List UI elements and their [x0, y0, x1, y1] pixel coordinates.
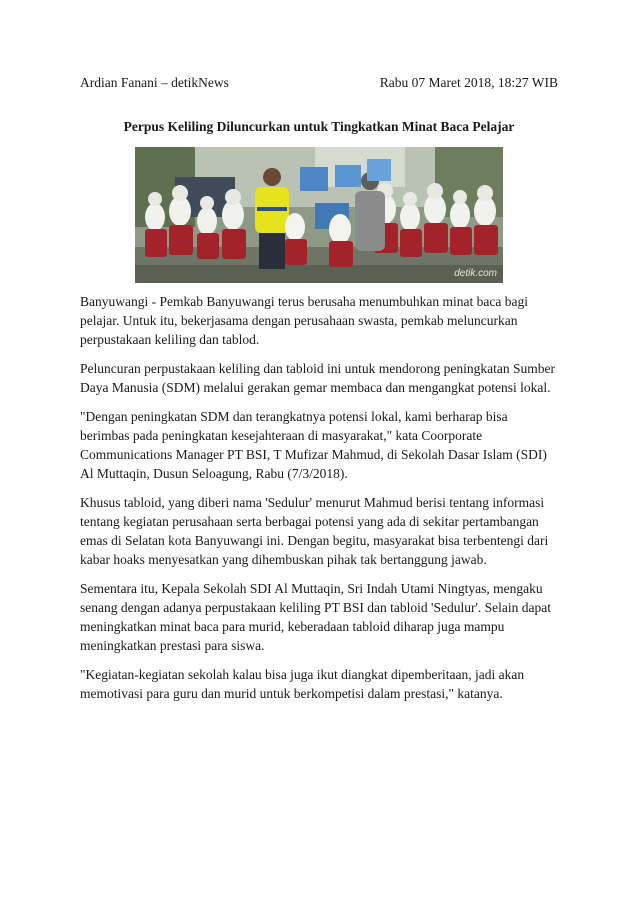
article-paragraph: "Kegiatan-kegiatan sekolah kalau bisa juga ikut diangkat dipemberitaan, jadi akan memotivasi para guru dan murid untuk berkompetisi dalam prestasi," katanya. — [80, 667, 525, 701]
article-paragraph: Khusus tabloid, yang diberi nama 'Sedulur' menurut Mahmud berisi tentang informasi tentang kegiatan perusahaan serta berbagai potensi yang ada di sekitar pertambangan emas di Selatan kota Banyuwangi ini. Dengan begitu, masyarakat bisa terbentengi dari kabar hoaks menyesatkan yang dihembuskan pihak tak bertanggung jawab. — [80, 495, 549, 567]
article-title: Perpus Keliling Diluncurkan untuk Tingkatkan Minat Baca Pelajar — [123, 119, 515, 134]
article-body — [80, 292, 558, 713]
article-paragraph: Peluncuran perpustakaan keliling dan tabloid ini untuk mendorong peningkatan Sumber Daya Manusia (SDM) melalui gerakan gemar membaca dan mengangkat potensi lokal. — [80, 361, 556, 395]
article-paragraph: Banyuwangi - Pemkab Banyuwangi terus berusaha menumbuhkan minat baca bagi pelajar. Untuk itu, bekerjasama dengan perusahaan swasta, pemkab meluncurkan perpustakaan keliling dan tablod. — [80, 294, 529, 347]
article-photo — [135, 147, 503, 283]
photo-watermark: detik.com — [454, 268, 497, 279]
article-paragraph: Sementara itu, Kepala Sekolah SDI Al Muttaqin, Sri Indah Utami Ningtyas, mengaku senang dengan adanya perpustakaan keliling PT BSI dan tabloid 'Sedulur'. Selain dapat meningkatkan minat baca para murid, keberadaan tabloid diharap juga mampu meningkatkan prestasi para siswa. — [80, 581, 552, 653]
publish-datetime: Rabu 07 Maret 2018, 18:27 WIB — [379, 75, 558, 90]
article-paragraph: "Dengan peningkatan SDM dan terangkatnya potensi lokal, kami berharap bisa berimbas pada peningkatan kesejahteraan di masyarakat," kata Coorporate Communications Manager PT BSI, T Mufizar Mahmud, di Sekolah Dasar Islam (SDI) Al Muttaqin, Dusun Seloagung, Rabu (7/3/2018). — [80, 409, 547, 481]
article-meta — [80, 74, 558, 92]
author-byline: Ardian Fanani – detikNews — [80, 75, 229, 90]
